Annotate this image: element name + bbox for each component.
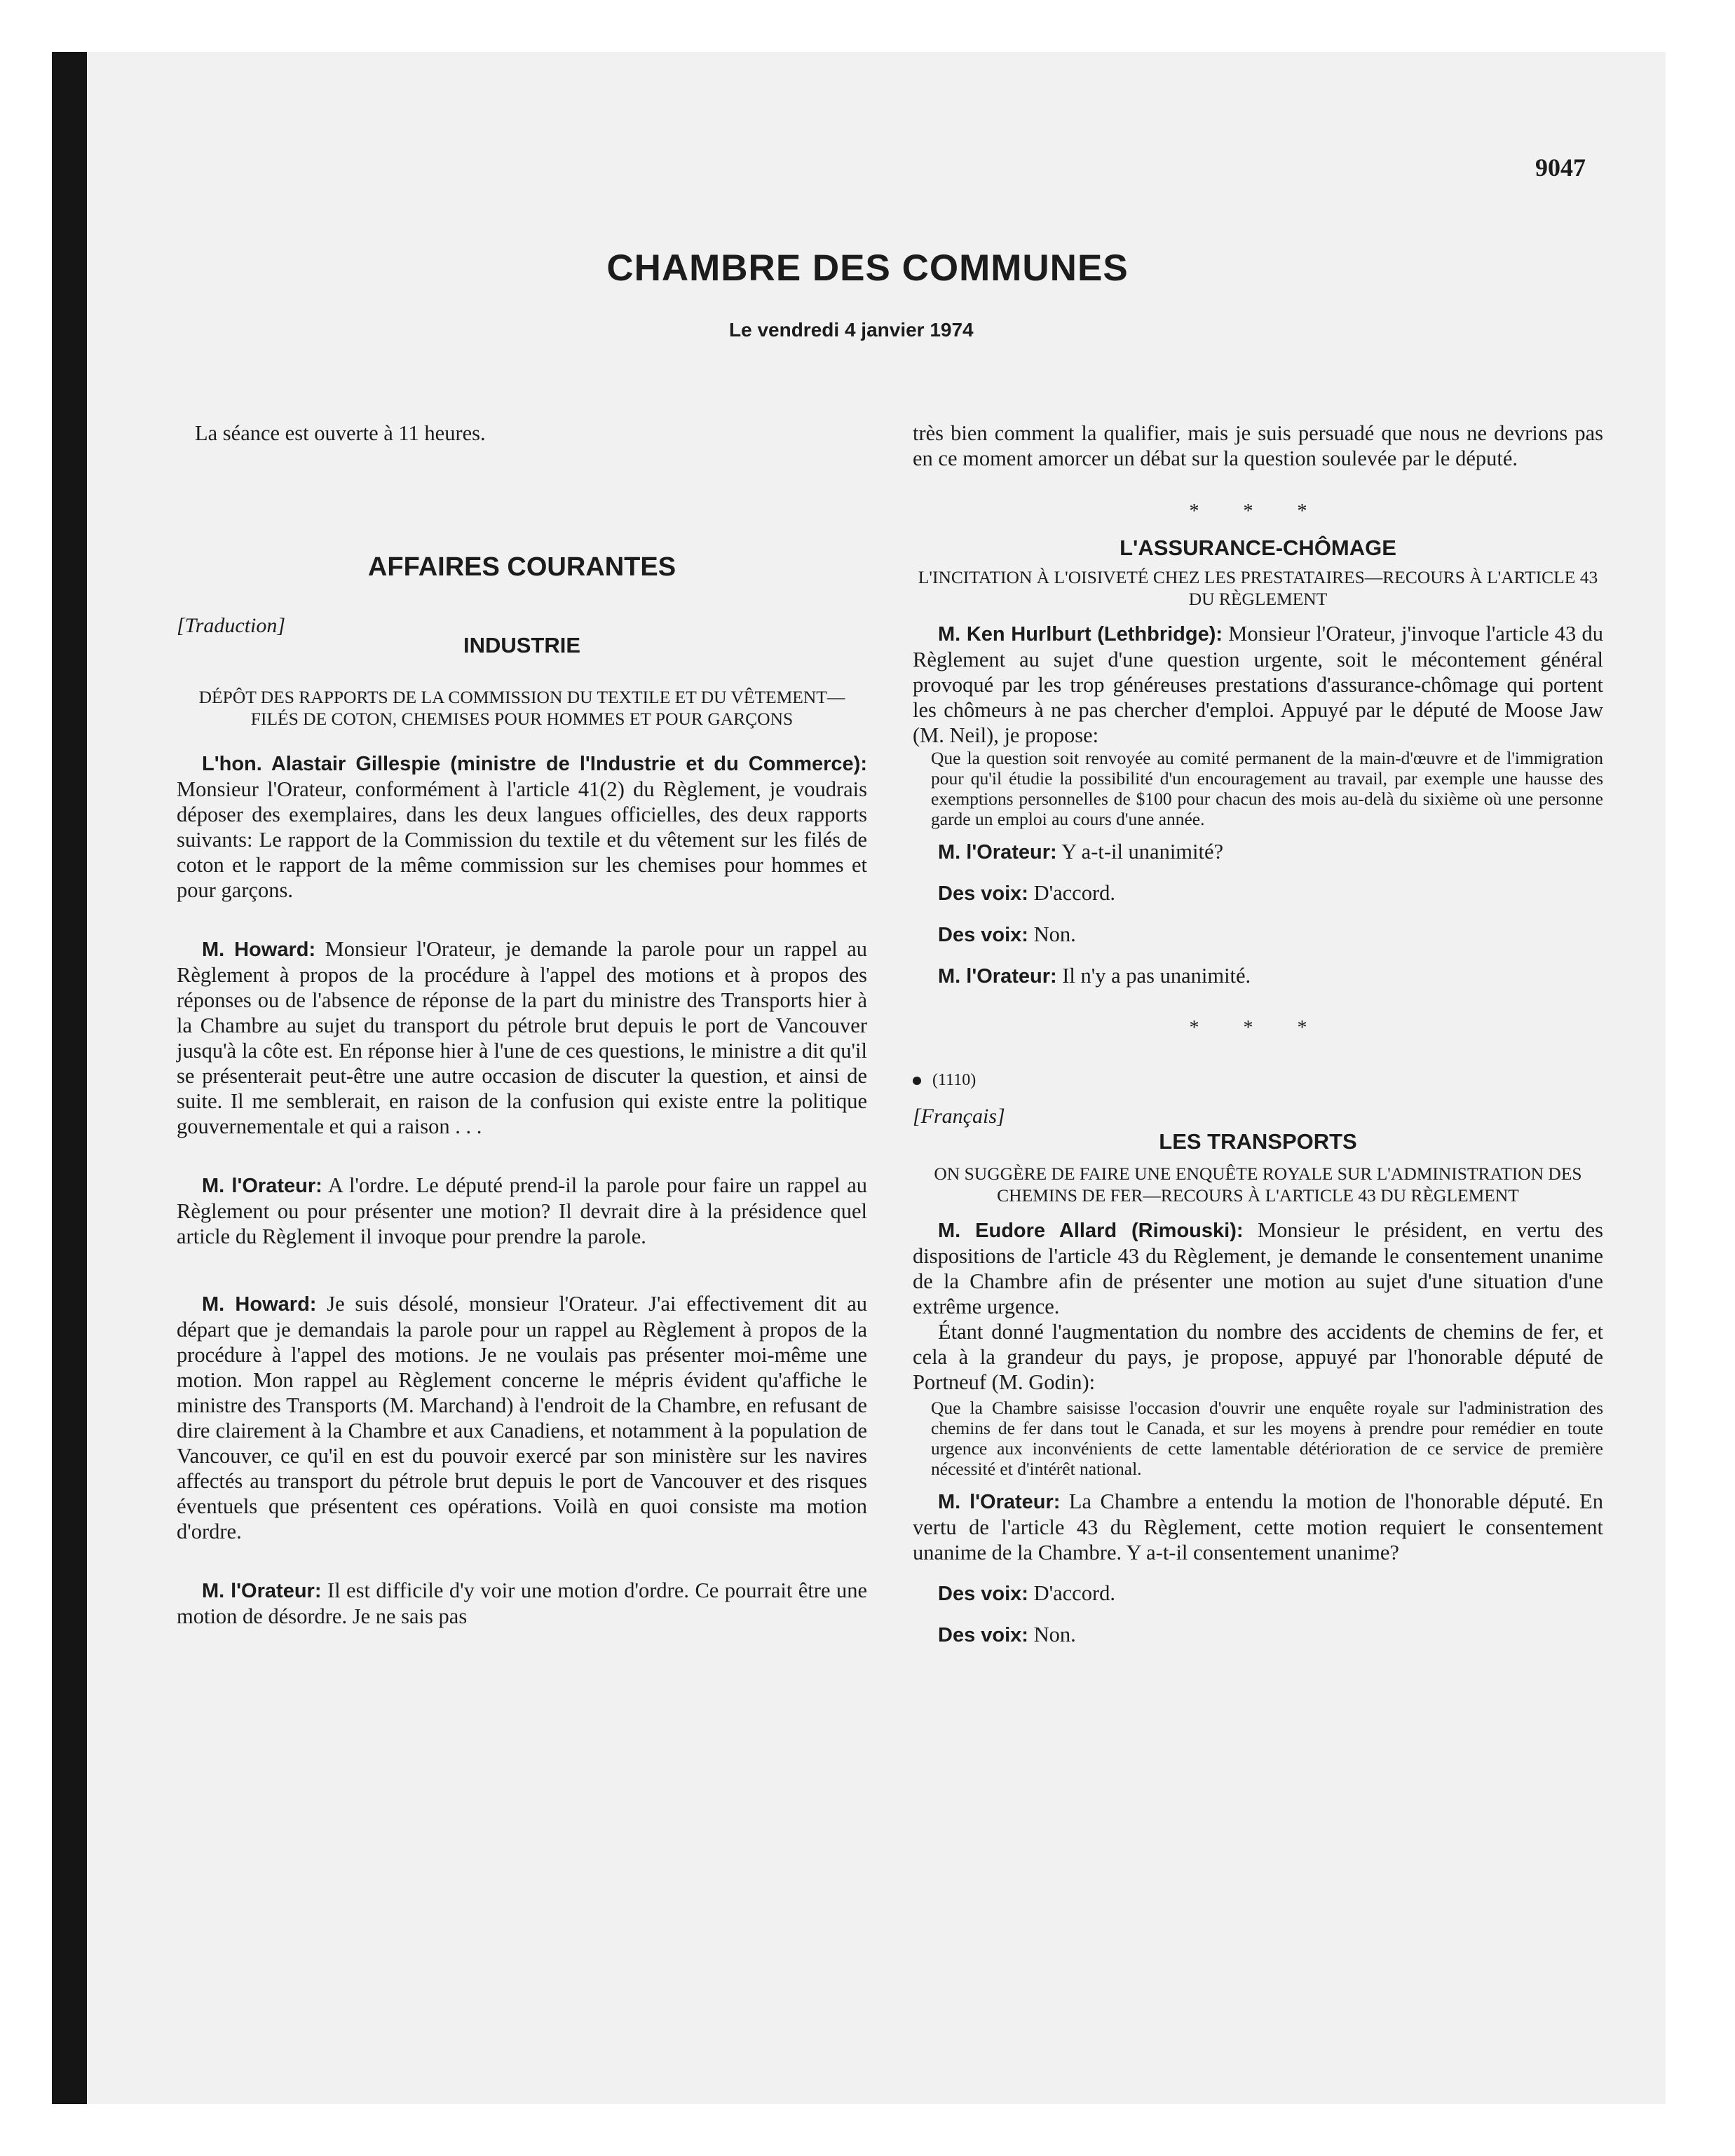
speaker-name: Des voix: (938, 1583, 1028, 1605)
topic-heading: INDUSTRIE (463, 633, 581, 657)
speaker-name: M. l'Orateur: (938, 841, 1057, 864)
speech-paragraph (913, 1217, 1603, 1319)
speech-paragraph (177, 1291, 867, 1544)
timestamp (913, 1067, 1603, 1093)
speech-continuation: très bien comment la qualifier, mais je suis persuadé que nous ne devrions pas en ce moment amorcer un débat sur la question soulevée par le député. (913, 421, 1603, 470)
speech-paragraph (177, 1578, 867, 1629)
speaker-name: M. Howard: (202, 1293, 317, 1316)
speaker-name: Des voix: (938, 924, 1028, 946)
right-column (913, 421, 1603, 1648)
left-column (177, 421, 867, 1629)
speech-paragraph: Étant donné l'augmentation du nombre des accidents de chemins de fer, et cela à la grandeur du pays, je propose, appuyé par l'honorable député de Portneuf (M. Godin): (913, 1320, 1603, 1394)
speech-text: D'accord. (1028, 1581, 1115, 1605)
speech-text: Non. (1028, 922, 1076, 946)
speech-text: Monsieur le président, en vertu des dispositions de l'article 43 du Règlement, je demande le consentement unanime de la Chambre afin de présenter une motion au sujet d'une situation d'une extrême urgence. (913, 1218, 1603, 1318)
topic-heading: L'ASSURANCE-CHÔMAGE (1120, 535, 1396, 560)
motion-text: Que la Chambre saisisse l'occasion d'ouvrir une enquête royale sur l'administration des chemins de fer dans tout le Canada, et sur les moyens à prendre pour remédier en toute urgence aux inconvénients de cette lamentable détérioration de ce service de première nécessité et d'intérêt national. (931, 1398, 1603, 1479)
subtopic-heading: DÉPÔT DES RAPPORTS DE LA COMMISSION DU TEXTILE ET DU VÊTEMENT—FILÉS DE COTON, CHEMISES POUR HOMMES ET POUR GARÇONS (198, 687, 845, 729)
speech-text: Y a-t-il unanimité? (1056, 840, 1224, 864)
page-title: CHAMBRE DES COMMUNES (606, 247, 1129, 289)
scan-margin (0, 0, 55, 2156)
speech-paragraph (913, 1581, 1603, 1606)
speaker-name: M. l'Orateur: (938, 1491, 1061, 1513)
speech-paragraph (913, 1622, 1603, 1648)
speech-paragraph (177, 1173, 867, 1249)
speech-text: La Chambre a entendu la motion de l'honorable député. En vertu de l'article 43 du Règlement, cette motion requiert le consentement unanime de la Chambre. Y a-t-il consentement unanime? (913, 1489, 1603, 1564)
speaker-name: M. l'Orateur: (202, 1175, 322, 1197)
speaker-name: M. l'Orateur: (202, 1580, 322, 1602)
speech-paragraph (913, 839, 1603, 865)
speaker-name: M. Howard: (202, 939, 316, 961)
speech-text: Monsieur l'Orateur, conformément à l'article 41(2) du Règlement, je voudrais déposer des exemplaires, dans les deux langues officielles, des deux rapports suivants: Le rapport de la Commission du textile et du vêtement sur les filés de coton et le rapport de la même commission sur les chemises pour hommes et pour garçons. (177, 777, 867, 902)
sitting-date: Le vendredi 4 janvier 1974 (729, 319, 974, 341)
speech-text: Non. (1028, 1623, 1076, 1646)
language-note: [Traduction] (177, 614, 286, 637)
topic-heading: LES TRANSPORTS (1159, 1129, 1357, 1154)
speech-paragraph (177, 936, 867, 1139)
speech-paragraph (913, 621, 1603, 748)
speech-text: Il n'y a pas unanimité. (1056, 964, 1251, 988)
speech-text: Il est difficile d'y voir une motion d'ordre. Ce pourrait être une motion de désordre. Je ne sais pas (177, 1578, 867, 1628)
speech-paragraph (913, 880, 1603, 906)
section-heading: AFFAIRES COURANTES (367, 552, 676, 582)
speech-text: D'accord. (1028, 881, 1115, 905)
speaker-name: M. Eudore Allard (Rimouski): (938, 1220, 1244, 1242)
speaker-name: L'hon. Alastair Gillespie (ministre de l'Industrie et du Commerce): (202, 753, 867, 775)
speaker-name: M. Ken Hurlburt (Lethbridge): (938, 623, 1223, 646)
speech-text: Monsieur l'Orateur, j'invoque l'article 43 du Règlement au sujet d'une question urgente, soit le mécontement général provoqué par les trop généreuses prestations d'assurance-chômage qui portent les chômeurs à ne pas chercher d'emploi. Appuyé par le député de Moose Jaw (M. Neil), je propose: (913, 622, 1604, 747)
speech-text: Monsieur l'Orateur, je demande la parole pour un rappel au Règlement à propos de la procédure à l'appel des motions et à propos des réponses ou de l'absence de réponse de la part du ministre des Transports hier à la Chambre au sujet du transport du pétrole brut depuis le port de Vancouver jusqu'à la côte est. En réponse hier à l'une de ces questions, le ministre a dit qu'il se présenterait peut-être une autre occasion de discuter la question, et ainsi de suite. Il me semblerait, en raison de la confusion qui existe entre la politique gouvernementale et qui a raison . . . (177, 937, 867, 1138)
page-number: 9047 (1535, 153, 1586, 182)
motion-text: Que la question soit renvoyée au comité permanent de la main-d'œuvre et de l'immigration pour qu'il étudie la possibilité d'un encouragement au travail, par exemple une hausse des exemptions personnelles de $100 pour chacun des mois au-delà du sixième où une personne garde un emploi au cours d'une année. (931, 748, 1603, 829)
speech-paragraph (913, 963, 1603, 989)
section-separator: * * * (1189, 500, 1327, 522)
speaker-name: Des voix: (938, 882, 1028, 905)
subtopic-heading: L'INCITATION À L'OISIVETÉ CHEZ LES PRESTATAIRES—RECOURS À L'ARTICLE 43 DU RÈGLEMENT (918, 567, 1598, 609)
language-note: [Français] (913, 1105, 1005, 1128)
speech-paragraph (913, 1489, 1603, 1565)
speech-text: A l'ordre. Le député prend-il la parole pour faire un rappel au Règlement ou pour présenter une motion? Il devrait dire à la présidence quel article du Règlement il invoque pour prendre la parole. (177, 1173, 867, 1248)
subtopic-heading: ON SUGGÈRE DE FAIRE UNE ENQUÊTE ROYALE SUR L'ADMINISTRATION DES CHEMINS DE FER—RECOURS À L'ARTICLE 43 DU RÈGLEMENT (934, 1164, 1582, 1206)
speaker-name: M. l'Orateur: (938, 965, 1057, 988)
section-separator: * * * (1189, 1017, 1327, 1039)
bullet-icon (913, 1077, 921, 1085)
sitting-opening: La séance est ouverte à 11 heures. (195, 421, 486, 445)
speech-paragraph (177, 751, 867, 903)
speech-text: Je suis désolé, monsieur l'Orateur. J'ai effectivement dit au départ que je demandais la parole pour un rappel au Règlement à propos de la procédure à l'appel des motions. Je ne voulais pas présenter moi-même une motion. Mon rappel au Règlement concerne le mépris évident qu'affiche le ministre des Transports (M. Marchand) à l'endroit de la Chambre, en refusant de dire clairement à la Chambre et aux Canadiens, et notamment à la population de Vancouver, ce qu'il en est du pouvoir exercé par son ministère sur les navires affectés au transport du pétrole brut depuis le port de Vancouver et des risques éventuels que présentent ces opérations. Voilà en quoi consiste ma motion d'ordre. (177, 1292, 867, 1543)
timestamp-text: (1110) (932, 1071, 977, 1089)
speaker-name: Des voix: (938, 1624, 1028, 1646)
binding-edge (52, 52, 87, 2104)
speech-paragraph (913, 922, 1603, 948)
